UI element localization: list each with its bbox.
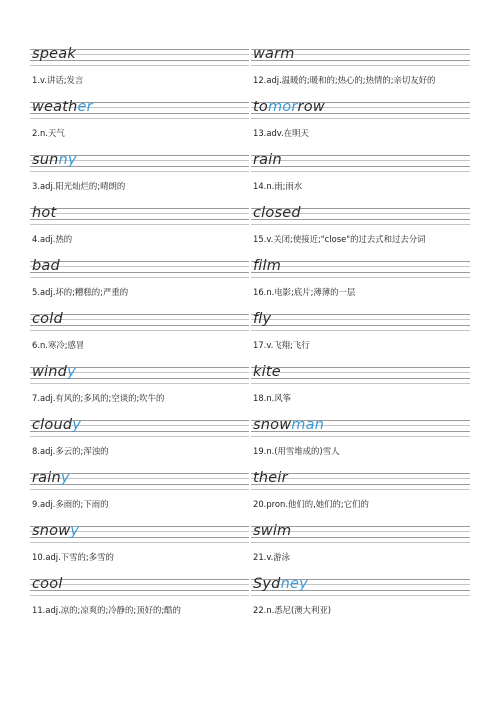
word-highlight: ney bbox=[280, 576, 308, 592]
ruled-line bbox=[30, 208, 249, 209]
word-text: closed bbox=[253, 205, 301, 221]
left-column bbox=[30, 45, 249, 628]
vocab-entry bbox=[30, 469, 249, 522]
chinese-meaning: 15.v.关闭;使接近;"close"的过去式和过去分词 bbox=[253, 234, 426, 244]
ruled-line bbox=[251, 166, 470, 167]
ruled-line bbox=[30, 266, 249, 267]
chinese-meaning: 10.adj.下雪的;多雪的 bbox=[32, 552, 114, 562]
word-text: rain bbox=[253, 152, 282, 168]
chinese-meaning: 22.n.悉尼(澳大利亚) bbox=[253, 605, 332, 615]
word-text: swim bbox=[253, 523, 292, 539]
english-word bbox=[32, 416, 81, 434]
english-word bbox=[253, 469, 288, 487]
word-text: warm bbox=[253, 46, 295, 62]
word-suffix: row bbox=[297, 99, 325, 115]
ruled-line bbox=[251, 367, 470, 368]
chinese-meaning: 14.n.雨;雨水 bbox=[253, 181, 303, 191]
chinese-meaning: 3.adj.阳光灿烂的;晴朗的 bbox=[32, 181, 126, 191]
ruled-line bbox=[30, 65, 249, 66]
english-word bbox=[32, 204, 56, 222]
ruled-line bbox=[251, 65, 470, 66]
word-text: wind bbox=[32, 364, 68, 380]
handwriting-lines bbox=[251, 98, 470, 121]
ruled-line bbox=[251, 261, 470, 262]
vocab-entry bbox=[30, 522, 249, 575]
ruled-line bbox=[30, 436, 249, 437]
vocab-entry bbox=[251, 310, 470, 363]
word-text: Syd bbox=[253, 576, 281, 592]
word-text: hot bbox=[32, 205, 57, 221]
chinese-meaning: 2.n.天气 bbox=[32, 128, 65, 138]
ruled-line bbox=[30, 277, 249, 278]
word-highlight: man bbox=[291, 417, 325, 433]
handwriting-lines bbox=[251, 151, 470, 174]
word-text: sun bbox=[32, 152, 59, 168]
chinese-meaning: 11.adj.凉的;凉爽的;冷静的;顶好的;酷的 bbox=[32, 605, 181, 615]
word-text: cloud bbox=[32, 417, 73, 433]
handwriting-lines bbox=[30, 151, 249, 174]
word-text: rain bbox=[32, 470, 61, 486]
handwriting-lines bbox=[251, 310, 470, 333]
english-word bbox=[253, 363, 281, 381]
ruled-line bbox=[251, 160, 470, 161]
vocab-entry bbox=[30, 45, 249, 98]
english-word bbox=[32, 98, 93, 116]
ruled-line bbox=[30, 595, 249, 596]
english-word bbox=[253, 45, 295, 63]
handwriting-lines bbox=[251, 45, 470, 68]
right-column bbox=[251, 45, 470, 628]
word-text: bad bbox=[32, 258, 60, 274]
english-word bbox=[253, 575, 308, 593]
vocab-entry bbox=[30, 310, 249, 363]
word-text: kite bbox=[253, 364, 281, 380]
handwriting-lines bbox=[30, 310, 249, 333]
vocab-entry bbox=[251, 151, 470, 204]
handwriting-lines bbox=[251, 257, 470, 280]
vocab-entry bbox=[251, 204, 470, 257]
chinese-meaning: 12.adj.温暖的;暖和的;热心的;热情的;亲切友好的 bbox=[253, 75, 436, 85]
english-word bbox=[32, 45, 76, 63]
ruled-line bbox=[30, 261, 249, 262]
vocab-entry bbox=[251, 98, 470, 151]
chinese-meaning: 20.pron.他们的,她们的;它们的 bbox=[253, 499, 369, 509]
ruled-line bbox=[251, 489, 470, 490]
vocab-entry bbox=[251, 363, 470, 416]
word-text: fly bbox=[253, 311, 272, 327]
handwriting-lines bbox=[30, 469, 249, 492]
english-word bbox=[32, 363, 76, 381]
handwriting-lines bbox=[251, 575, 470, 598]
english-word bbox=[32, 522, 79, 540]
ruled-line bbox=[251, 325, 470, 326]
english-word bbox=[32, 151, 77, 169]
handwriting-lines bbox=[251, 469, 470, 492]
ruled-line bbox=[30, 590, 249, 591]
ruled-line bbox=[30, 118, 249, 119]
ruled-line bbox=[30, 383, 249, 384]
chinese-meaning: 4.adj.热的 bbox=[32, 234, 73, 244]
handwriting-lines bbox=[30, 98, 249, 121]
vocab-entry bbox=[30, 257, 249, 310]
ruled-line bbox=[251, 330, 470, 331]
vocab-entry bbox=[30, 363, 249, 416]
chinese-meaning: 7.adj.有风的;多风的;空谈的;吹牛的 bbox=[32, 393, 165, 403]
word-highlight: mor bbox=[267, 99, 298, 115]
handwriting-lines bbox=[251, 204, 470, 227]
english-word bbox=[253, 204, 301, 222]
chinese-meaning: 5.adj.坏的;糟糕的;严重的 bbox=[32, 287, 129, 297]
ruled-line bbox=[30, 213, 249, 214]
english-word bbox=[253, 310, 271, 328]
english-word bbox=[253, 98, 325, 116]
ruled-line bbox=[251, 383, 470, 384]
english-word bbox=[32, 469, 70, 487]
ruled-line bbox=[251, 595, 470, 596]
ruled-line bbox=[251, 272, 470, 273]
chinese-meaning: 19.n.(用雪堆成的)雪人 bbox=[253, 446, 340, 456]
ruled-line bbox=[30, 272, 249, 273]
word-highlight: y bbox=[60, 470, 70, 486]
vocab-entry bbox=[251, 469, 470, 522]
english-word bbox=[253, 151, 282, 169]
handwriting-lines bbox=[251, 416, 470, 439]
english-word bbox=[253, 257, 281, 275]
word-highlight: y bbox=[67, 364, 76, 380]
ruled-line bbox=[30, 579, 249, 580]
ruled-line bbox=[251, 277, 470, 278]
ruled-line bbox=[251, 372, 470, 373]
english-word bbox=[32, 575, 63, 593]
chinese-meaning: 13.adv.在明天 bbox=[253, 128, 309, 138]
english-word bbox=[32, 310, 63, 328]
word-text: weath bbox=[32, 99, 78, 115]
word-text: cool bbox=[32, 576, 63, 592]
word-text: snow bbox=[32, 523, 71, 539]
ruled-line bbox=[30, 542, 249, 543]
ruled-line bbox=[30, 489, 249, 490]
handwriting-lines bbox=[30, 204, 249, 227]
ruled-line bbox=[251, 378, 470, 379]
ruled-line bbox=[30, 224, 249, 225]
handwriting-lines bbox=[30, 257, 249, 280]
ruled-line bbox=[30, 330, 249, 331]
word-text: speak bbox=[32, 46, 76, 62]
english-word bbox=[253, 522, 291, 540]
vocab-entry bbox=[30, 416, 249, 469]
vocab-entry bbox=[30, 98, 249, 151]
handwriting-lines bbox=[30, 45, 249, 68]
chinese-meaning: 8.adj.多云的;浑浊的 bbox=[32, 446, 109, 456]
ruled-line bbox=[251, 319, 470, 320]
word-highlight: y bbox=[72, 417, 82, 433]
ruled-line bbox=[30, 171, 249, 172]
word-highlight: y bbox=[70, 523, 80, 539]
ruled-line bbox=[30, 584, 249, 585]
vocab-entry bbox=[30, 151, 249, 204]
word-text: their bbox=[253, 470, 288, 486]
handwriting-lines bbox=[30, 522, 249, 545]
vocab-entry bbox=[251, 522, 470, 575]
word-text: film bbox=[253, 258, 282, 274]
ruled-line bbox=[251, 542, 470, 543]
word-text: to bbox=[253, 99, 268, 115]
ruled-line bbox=[251, 155, 470, 156]
vocab-entry bbox=[30, 204, 249, 257]
ruled-line bbox=[30, 219, 249, 220]
handwriting-lines bbox=[251, 522, 470, 545]
word-highlight: ny bbox=[58, 152, 77, 168]
english-word bbox=[253, 416, 324, 434]
word-text: snow bbox=[253, 417, 292, 433]
english-word bbox=[32, 257, 60, 275]
chinese-meaning: 6.n.寒冷;感冒 bbox=[32, 340, 85, 350]
handwriting-lines bbox=[30, 575, 249, 598]
chinese-meaning: 16.n.电影;底片;薄薄的一层 bbox=[253, 287, 356, 297]
chinese-meaning: 1.v.讲话;发言 bbox=[32, 75, 84, 85]
handwriting-lines bbox=[251, 363, 470, 386]
chinese-meaning: 18.n.风筝 bbox=[253, 393, 292, 403]
ruled-line bbox=[251, 171, 470, 172]
vocab-entry bbox=[251, 575, 470, 628]
handwriting-lines bbox=[30, 363, 249, 386]
vocab-entry bbox=[30, 575, 249, 628]
ruled-line bbox=[251, 266, 470, 267]
chinese-meaning: 9.adj.多雨的;下雨的 bbox=[32, 499, 109, 509]
ruled-line bbox=[251, 314, 470, 315]
word-text: cold bbox=[32, 311, 63, 327]
handwriting-lines bbox=[30, 416, 249, 439]
chinese-meaning: 21.v.游泳 bbox=[253, 552, 291, 562]
ruled-line bbox=[251, 118, 470, 119]
chinese-meaning: 17.v.飞翔;飞行 bbox=[253, 340, 310, 350]
vocab-entry bbox=[251, 257, 470, 310]
vocab-entry bbox=[251, 45, 470, 98]
ruled-line bbox=[251, 436, 470, 437]
vocab-entry bbox=[251, 416, 470, 469]
ruled-line bbox=[251, 224, 470, 225]
word-highlight: er bbox=[77, 99, 93, 115]
